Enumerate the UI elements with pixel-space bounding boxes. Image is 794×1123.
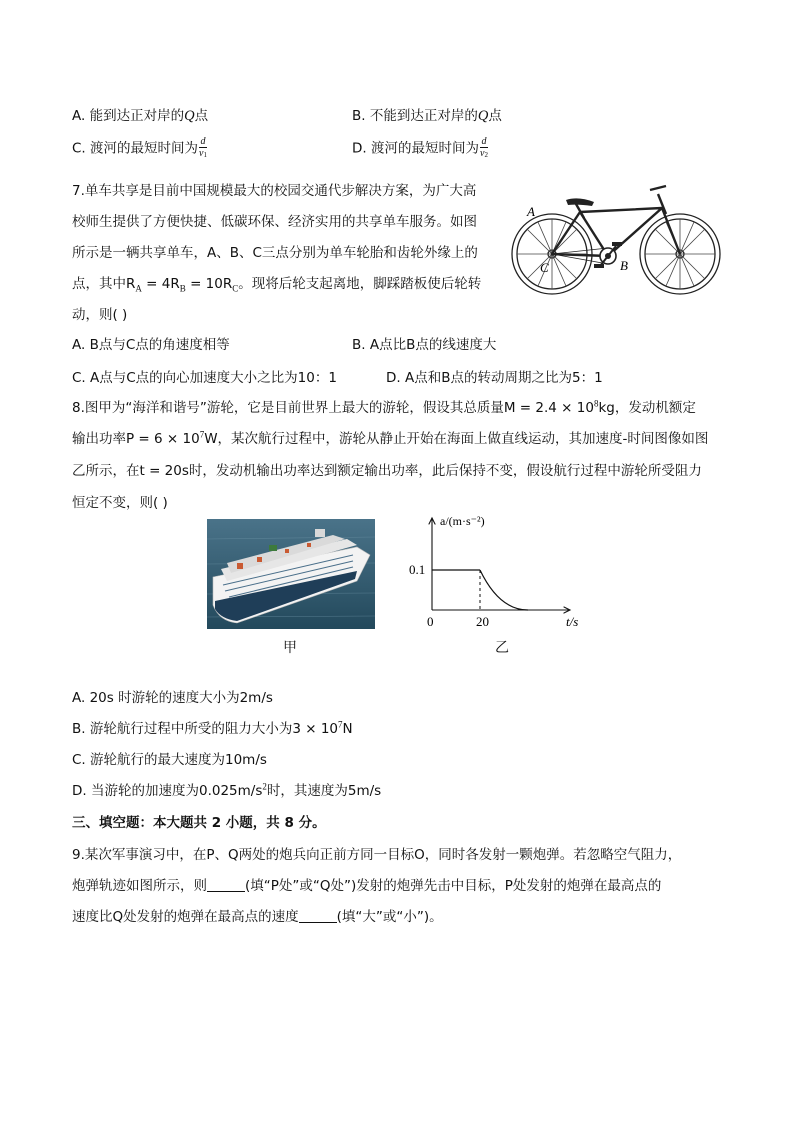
q9-line-3-b: (填“大”或“小”)。	[336, 909, 443, 925]
q8-line-2-exp: 7	[199, 429, 205, 440]
y-axis-label: a/(m·s⁻²)	[440, 514, 485, 528]
saddle	[566, 198, 594, 206]
q6-option-a	[72, 104, 208, 125]
q8-option-b	[72, 717, 353, 737]
q8-line-1-b: kg，发动机额定	[598, 400, 696, 416]
q8-line-3: 乙所示，在t = 20s时，发动机输出功率达到额定输出功率，此后保持不变，假设航行过程中游轮所受阻力	[72, 463, 702, 479]
q6-option-a-text: A. 能到达正对岸的	[72, 108, 185, 124]
q8-option-d	[72, 779, 381, 799]
q8-option-c: C. 游轮航行的最大速度为10m/s	[72, 752, 267, 768]
q7-line-1: 7.单车共享是目前中国规模最大的校园交通代步解决方案，为广大高	[72, 183, 477, 199]
q6-option-b-var: Q	[477, 108, 489, 124]
q8-option-b-a: B. 游轮航行过程中所受的阻力大小为3 × 10	[72, 721, 339, 737]
q7-option-b: B. A点比B点的线速度大	[352, 337, 497, 353]
q9-line-3	[72, 905, 443, 925]
bicycle-label-b: B	[620, 258, 628, 273]
bicycle-label-c: C	[540, 260, 549, 275]
q9-blank-2[interactable]	[299, 910, 337, 923]
fig-right-caption: 乙	[495, 640, 509, 656]
y-tick-label: 0.1	[409, 562, 426, 577]
q6-option-d-fraction	[480, 136, 488, 161]
q6-option-d-den: v	[479, 148, 485, 159]
q9-line-2	[72, 874, 661, 894]
q6-option-c-text: C. 渡河的最短时间为	[72, 140, 199, 157]
q8-line-4: 恒定不变，则( )	[72, 495, 168, 511]
bicycle-figure	[508, 174, 724, 300]
q7-line-4-b: = 4R	[141, 276, 180, 292]
q8-line-2-a: 输出功率P = 6 × 10	[72, 431, 200, 447]
x-tick-0-label: 0	[427, 614, 434, 629]
decreasing-acceleration-curve	[480, 570, 528, 610]
q8-line-1-a: 8.图甲为“海洋和谐号”游轮，它是目前世界上最大的游轮，假设其总质量M = 2.4 × 10	[72, 400, 594, 416]
q8-option-b-exp: 7	[338, 719, 343, 730]
q6-option-c-sub: 1	[203, 151, 207, 159]
q7-sub-b: B	[179, 283, 186, 294]
q9-line-1: 9.某次军事演习中，在P、Q两处的炮兵向正前方同一目标O，同时各发射一颗炮弹。若忽略空气阻力，	[72, 847, 682, 863]
q9-line-2-b: (填“P处”或“Q处”)发射的炮弹先击中目标，P处发射的炮弹在最高点的	[245, 878, 662, 894]
q7-sub-a: A	[135, 283, 142, 294]
q6-option-c-fraction	[199, 136, 207, 161]
q7-option-c: C. A点与C点的向心加速度大小之比为10：1	[72, 370, 337, 386]
q6-option-b-text: B. 不能到达正对岸的	[352, 108, 478, 124]
q8-line-1-exp: 8	[593, 398, 599, 409]
q7-option-a: A. B点与C点的角速度相等	[72, 337, 230, 353]
q9-blank-1[interactable]	[207, 879, 245, 892]
q6-option-a-var: Q	[184, 108, 195, 124]
q7-line-5: 动，则( )	[72, 307, 128, 323]
x-axis-label: t/s	[566, 614, 579, 629]
q6-option-c-den: v	[199, 148, 204, 159]
acceleration-time-graph	[402, 510, 602, 634]
q6-option-c	[72, 136, 207, 161]
q8-option-b-b: N	[342, 721, 353, 737]
fig-left-caption: 甲	[283, 640, 297, 656]
q8-option-d-a: D. 当游轮的加速度为0.025m/s	[72, 783, 263, 799]
q6-option-b	[352, 104, 502, 125]
q8-option-d-exp: 2	[262, 781, 267, 792]
section-3-heading: 三、填空题：本大题共 2 小题，共 8 分。	[72, 815, 326, 831]
x-tick-20-label: 20	[476, 614, 489, 629]
q6-option-d-sub: 2	[484, 151, 488, 159]
q9-line-2-a: 炮弹轨迹如图所示，则	[72, 878, 207, 894]
q7-line-2: 校师生提供了方便快捷、低碳环保、经济实用的共享单车服务。如图	[72, 214, 477, 230]
q6-option-a-end: 点	[194, 108, 209, 124]
q6-option-d-text: D. 渡河的最短时间为	[352, 140, 479, 157]
q7-line-4	[72, 272, 481, 294]
q7-line-4-a: 点，其中R	[72, 276, 136, 292]
q7-line-4-c: = 10R	[185, 276, 233, 292]
q7-sub-c: C	[232, 283, 239, 294]
bicycle-label-a: A	[527, 204, 535, 219]
q7-option-d: D. A点和B点的转动周期之比为5：1	[386, 370, 603, 386]
q8-option-d-b: 时，其速度为5m/s	[266, 783, 382, 799]
q8-line-2-b: W，某次航行过程中，游轮从静止开始在海面上做直线运动，其加速度-时间图像如图	[204, 431, 709, 447]
q7-line-4-d: 。现将后轮支起离地，脚踩踏板使后轮转	[238, 276, 482, 292]
q7-line-3: 所示是一辆共享单车，A、B、C三点分别为单车轮胎和齿轮外缘上的	[72, 245, 478, 261]
q6-option-d-num: d	[481, 136, 487, 147]
q8-line-1	[72, 396, 696, 416]
q9-line-3-a: 速度比Q处发射的炮弹在最高点的速度	[72, 909, 299, 925]
q8-option-a: A. 20s 时游轮的速度大小为2m/s	[72, 690, 273, 706]
cruise-ship-photo	[207, 519, 375, 629]
q6-option-b-end: 点	[488, 108, 502, 124]
q6-option-d	[352, 136, 488, 161]
q6-option-c-num: d	[200, 136, 206, 147]
q8-line-2	[72, 427, 708, 447]
